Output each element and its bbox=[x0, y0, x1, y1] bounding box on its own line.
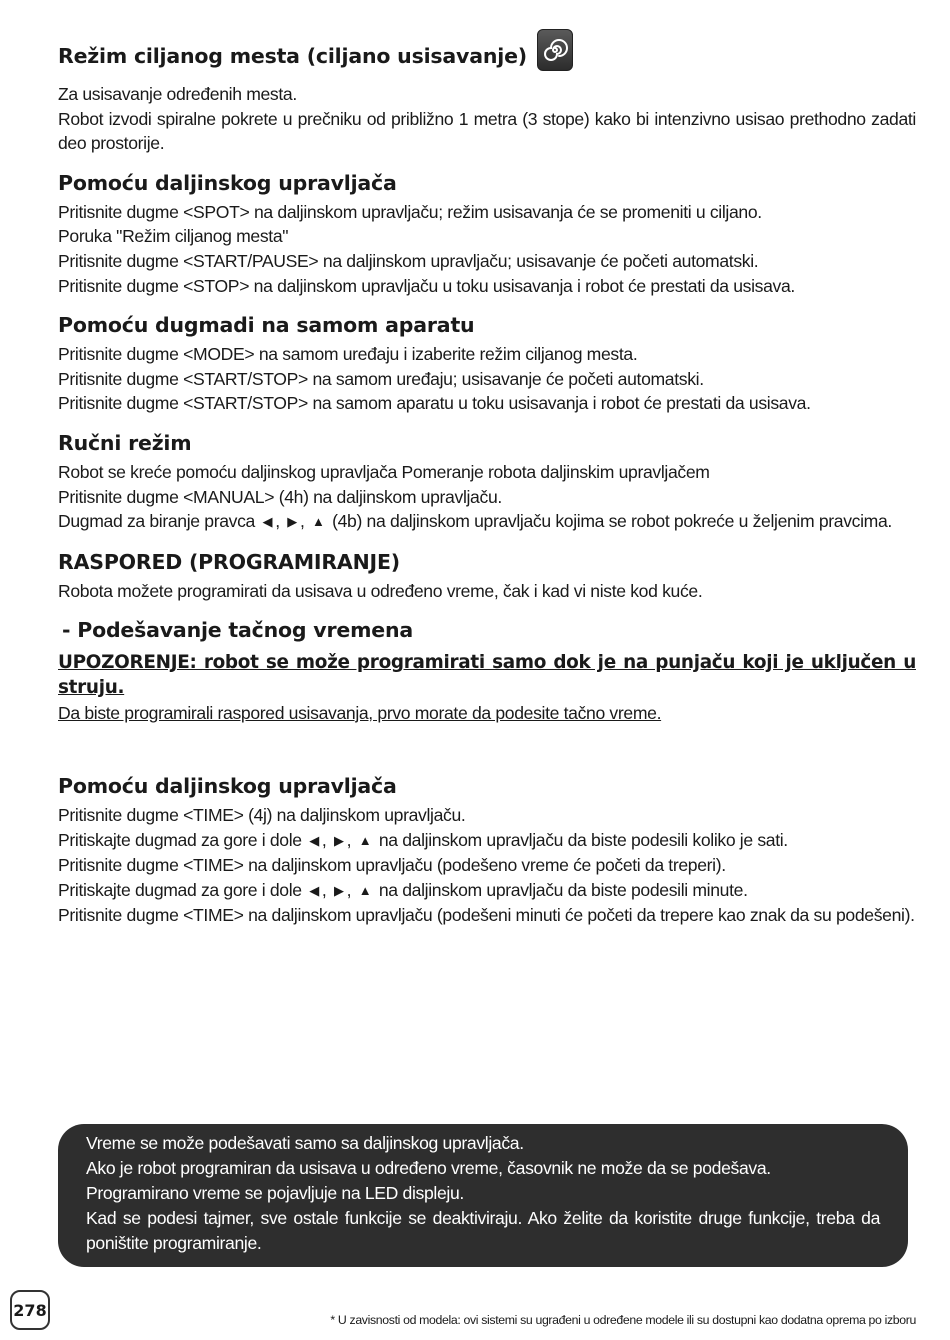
note-line: Kad se podesi tajmer, sve ostale funkcije se deaktiviraju. Ako želite da koristite druge funkcije, treba da poništite programiranje. bbox=[86, 1208, 880, 1253]
section-device-buttons bbox=[58, 308, 916, 416]
text-line: Robot izvodi spiralne pokrete u prečniku od približno 1 metra (3 stope) kako bi intenzivno usisao prethodno zadati deo prostorije. bbox=[58, 108, 916, 154]
text-line: Pritisnite dugme <START/STOP> na samom uređaju; usisavanje će početi automatski. bbox=[58, 368, 704, 389]
section-remote bbox=[58, 166, 916, 298]
text-span: Pritiskajte dugmad za gore i dole bbox=[58, 879, 302, 900]
arrow-left-icon: ◀ bbox=[309, 832, 319, 848]
arrow-left-icon: ◀ bbox=[309, 882, 319, 898]
heading-schedule: RASPORED (PROGRAMIRANJE) bbox=[58, 549, 400, 574]
separator: , bbox=[275, 511, 280, 532]
text-line: Da biste programirali raspored usisavanja, prvo morate da podesite tačno vreme. bbox=[58, 702, 662, 723]
arrow-left-icon: ◀ bbox=[262, 514, 273, 530]
separator: , bbox=[321, 879, 327, 900]
section-spot-mode bbox=[58, 30, 916, 156]
text-line: Pritisnite dugme <START/STOP> na samom aparatu u toku usisavanja i robot će prestati da usisava. bbox=[58, 393, 811, 414]
warning-text: UPOZORENJE: robot se može programirati samo dok je na punjaču koji je uključen u struju. bbox=[58, 652, 916, 698]
section-set-time bbox=[58, 613, 916, 725]
text-line: Pritisnite dugme <TIME> (4j) na daljinskom upravljaču. bbox=[58, 805, 466, 826]
text-line: Za usisavanje određenih mesta. bbox=[58, 84, 297, 104]
arrow-right-icon: ▶ bbox=[334, 882, 344, 898]
arrow-right-icon: ▶ bbox=[287, 514, 297, 530]
text-line bbox=[58, 828, 848, 854]
text-span: Dugmad za biranje pravca bbox=[58, 511, 255, 532]
arrow-right-icon: ▶ bbox=[334, 832, 344, 848]
arrow-up-icon: ▲ bbox=[312, 514, 325, 530]
separator: , bbox=[299, 511, 305, 532]
separator: , bbox=[321, 829, 327, 850]
section-manual bbox=[58, 426, 916, 535]
heading-remote-time: Pomoću daljinskog upravljača bbox=[58, 774, 397, 799]
section-schedule bbox=[58, 545, 916, 604]
text-line: Poruka "Režim ciljanog mesta" bbox=[58, 226, 289, 247]
text-line bbox=[58, 509, 916, 535]
heading-remote: Pomoću daljinskog upravljača bbox=[58, 170, 397, 195]
text-line bbox=[58, 878, 848, 904]
arrow-up-icon: ▲ bbox=[358, 832, 372, 848]
text-span: Pritiskajte dugmad za gore i dole bbox=[58, 829, 302, 850]
footnote: * U zavisnosti od modela: ovi sistemi su ugrađeni u određene modele ili su dostupni kao dodatna oprema po izboru bbox=[330, 1313, 916, 1327]
text-span: na daljinskom upravljaču da biste podesili minute. bbox=[378, 879, 748, 900]
note-line: Programirano vreme se pojavljuje na LED displeju. bbox=[86, 1183, 464, 1203]
text-line: Pritisnite dugme <TIME> na daljinskom upravljaču (podešeno vreme će početi da treperi). bbox=[58, 855, 726, 876]
separator: , bbox=[346, 879, 352, 900]
text-line: Pritisnite dugme <TIME> na daljinskom upravljaču (podešeni minuti će početi da trepere kao znak da su podešeni). bbox=[58, 905, 915, 926]
text-span: (4b) na daljinskom upravljaču kojima se robot pokreće u željenim pravcima. bbox=[332, 511, 892, 532]
heading-device-buttons: Pomoću dugmadi na samom aparatu bbox=[58, 313, 475, 338]
spiral-spot-icon bbox=[537, 29, 573, 71]
heading-set-time: - Podešavanje tačnog vremena bbox=[62, 618, 413, 643]
page-content bbox=[58, 30, 916, 938]
separator: , bbox=[346, 829, 352, 850]
note-line: Vreme se može podešavati samo sa daljinskog upravljača. bbox=[86, 1133, 524, 1153]
page-number: 278 bbox=[10, 1290, 50, 1330]
text-line: Robota možete programirati da usisava u određeno vreme, čak i kad vi niste kod kuće. bbox=[58, 580, 703, 601]
section-remote-time bbox=[58, 769, 916, 928]
heading-spot-mode: Režim ciljanog mesta (ciljano usisavanje) bbox=[58, 44, 527, 68]
text-line: Pritisnite dugme <STOP> na daljinskom upravljaču u toku usisavanja i robot će prestati da usisava. bbox=[58, 275, 795, 296]
text-line: Pritisnite dugme <MODE> na samom uređaju i izaberite režim ciljanog mesta. bbox=[58, 344, 638, 365]
arrow-up-icon: ▲ bbox=[358, 882, 372, 898]
note-line: Ako je robot programiran da usisava u određeno vreme, časovnik ne može da se podešava. bbox=[86, 1158, 771, 1178]
text-line: Robot se kreće pomoću daljinskog upravljača Pomeranje robota daljinskim upravljačem bbox=[58, 461, 710, 482]
text-line: Pritisnite dugme <MANUAL> (4h) na daljinskom upravljaču. bbox=[58, 486, 502, 507]
text-line: Pritisnite dugme <SPOT> na daljinskom upravljaču; režim usisavanja će se promeniti u ciljano. bbox=[58, 201, 762, 222]
text-span: na daljinskom upravljaču da biste podesili koliko je sati. bbox=[378, 829, 788, 850]
note-box bbox=[58, 1124, 908, 1267]
text-line: Pritisnite dugme <START/PAUSE> na daljinskom upravljaču; usisavanje će početi automatski. bbox=[58, 250, 759, 271]
heading-manual: Ručni režim bbox=[58, 430, 192, 455]
